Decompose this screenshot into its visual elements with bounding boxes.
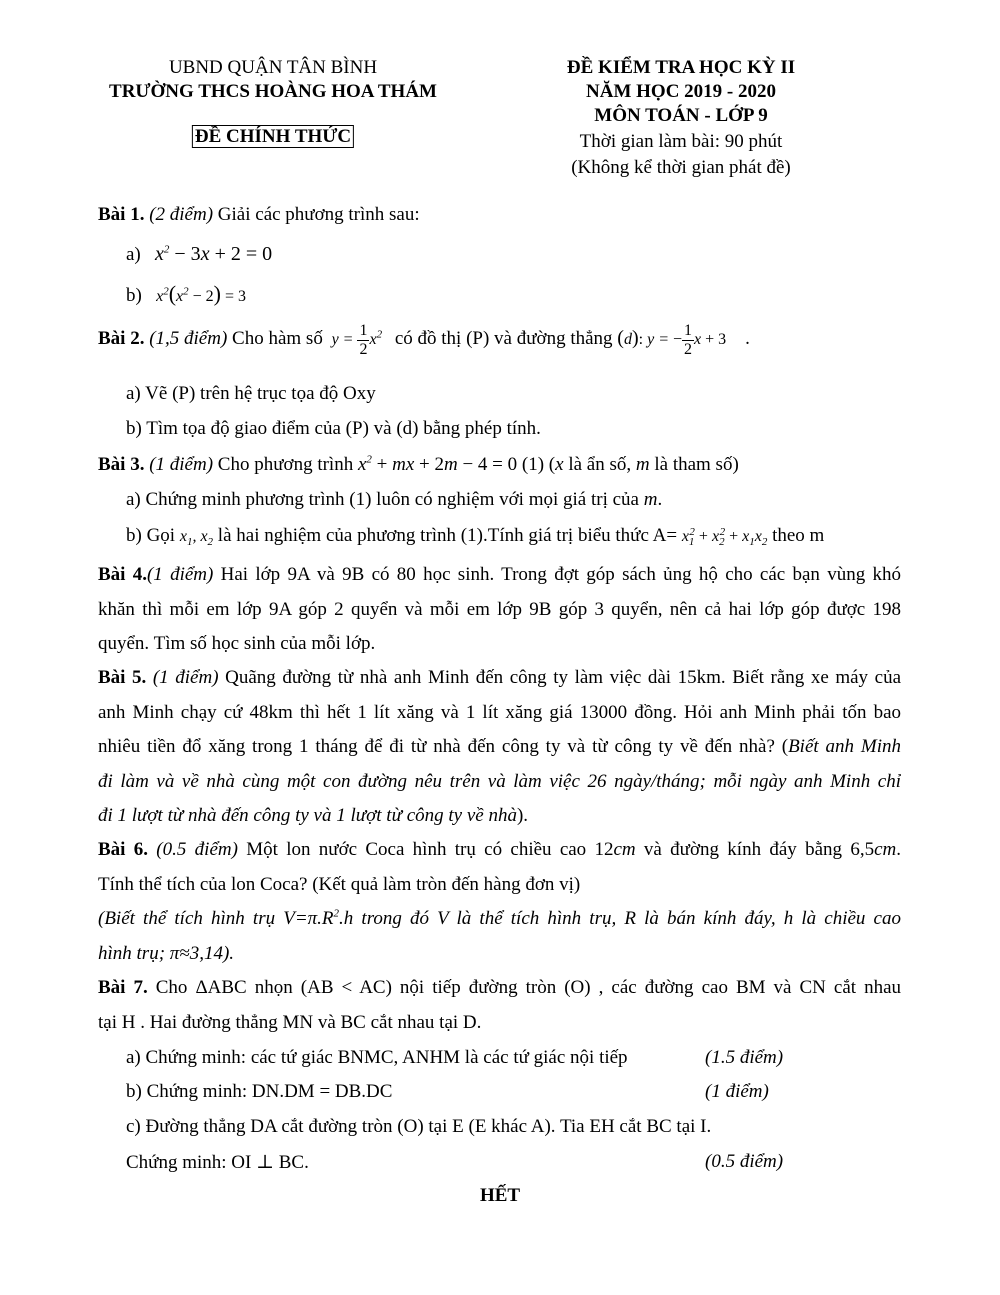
problem-2b: b) Tìm tọa độ giao điểm của (P) và (d) bằng phép tính.	[126, 418, 541, 439]
problem-7a: a) Chứng minh: các tứ giác BNMC, ANHM là các tứ giác nội tiếp	[126, 1047, 628, 1068]
time-limit: Thời gian làm bài: 90 phút	[579, 131, 783, 152]
official-label: ĐỀ CHÍNH THỨC	[192, 126, 354, 148]
end-marker: HẾT	[479, 1185, 521, 1206]
problem-7c: c) Đường thẳng DA cắt đường tròn (O) tại E (E khác A). Tia EH cắt BC tại I.	[126, 1116, 712, 1137]
problem-1a: a) $x^2 - 3x + 2 = 0$	[126, 243, 273, 265]
problem-7c-score: (0.5 điểm)	[705, 1151, 784, 1172]
problem-4: Bài 4.(1 điểm) Hai lớp 9A và 9B có 80 học sinh. Trong đợt góp sách ủng hộ cho các bạn vùng khó khăn thì mỗi em lớp 9A góp 2 quyển và mỗi em lớp 9B góp 3 quyển, nên cả hai lớp góp được 198 quyển. Tìm số học sinh của mỗi lớp.	[98, 564, 901, 654]
problem-2a: a) Vẽ (P) trên hệ trục tọa độ Oxy	[126, 383, 376, 404]
subject: MÔN TOÁN - LỚP 9	[594, 105, 768, 126]
problem-7: Bài 7. Cho ΔABC nhọn (AB < AC) nội tiếp đường tròn (O) , các đường cao BM và CN cắt nhau tại H . Hai đường thẳng MN và BC cắt nhau tại D.	[98, 977, 902, 1033]
district-name: UBND QUẬN TÂN BÌNH	[168, 57, 378, 78]
problem-5: Bài 5. (1 điểm) Quãng đường từ nhà anh Minh đến công ty làm việc dài 15km. Biết rằng xe máy của anh Minh chạy cứ 48km thì hết 1 lít xăng và 1 lít xăng giá 13000 đồng. Hỏi anh Minh phải tốn bao nhiêu tiền đổ xăng trong 1 tháng để đi từ nhà đến công ty và từ công ty về đến nhà? (Biết anh Minh đi làm và về nhà cùng một con đường nêu trên và làm việc 26 ngày/tháng; mỗi ngày anh Minh chỉ đi 1 lượt từ nhà đến công ty và 1 lượt từ công ty về nhà).	[98, 667, 901, 826]
time-note: (Không kể thời gian phát đề)	[571, 157, 791, 178]
problem-3b: b) Gọi $x_1$, $x_2$ là hai nghiệm của phương trình (1).Tính giá trị biểu thức $A= x_1^2 + x_2^2 + x_1x_2$ theo m	[126, 525, 825, 549]
exam-title: ĐỀ KIỂM TRA HỌC KỲ II	[566, 57, 796, 78]
problem-3-heading: Bài 3. (1 điểm) Cho phương trình $x^2$ + mx + 2m − 4 = 0 (1) (x là ẩn số, m là tham số)	[98, 453, 739, 475]
problem-1-heading: Bài 1. (2 điểm) Giải các phương trình sau:	[98, 204, 420, 225]
problem-6: Bài 6. (0.5 điểm) Một lon nước Coca hình trụ có chiều cao 12cm và đường kính đáy bằng 6,5cm. Tính thể tích của lon Coca? (Kết quả làm tròn đến hàng đơn vị) (Biết thể tích hình trụ $V=\pi.R^2.h$ trong đó V là thể tích hình trụ, R là bán kính đáy, h là chiều cao hình trụ; π≈3,14).	[98, 839, 901, 964]
problem-7b-score: (1 điểm)	[705, 1081, 769, 1102]
problem-7a-score: (1.5 điểm)	[705, 1047, 784, 1068]
problem-3a: a) Chứng minh phương trình (1) luôn có nghiệm với mọi giá trị của m.	[126, 489, 663, 510]
problem-1b: b) $x^2(x^2 - 2) = 3$	[126, 281, 247, 306]
problem-7c-prove: Chứng minh: OI ⊥ BC.	[126, 1152, 309, 1173]
school-year: NĂM HỌC 2019 - 2020	[586, 81, 776, 102]
problem-7b: b) Chứng minh: DN.DM = DB.DC	[126, 1081, 393, 1102]
problem-2-heading: Bài 2. (1,5 điểm) Cho hàm số y = $\frac{1}{2}$ $x^2$ có đồ thị (P) và đường thẳng (d): y = − $\frac{1}{2}$ x + 3 .	[98, 322, 750, 358]
school-name: TRƯỜNG THCS HOÀNG HOA THÁM	[109, 81, 437, 102]
